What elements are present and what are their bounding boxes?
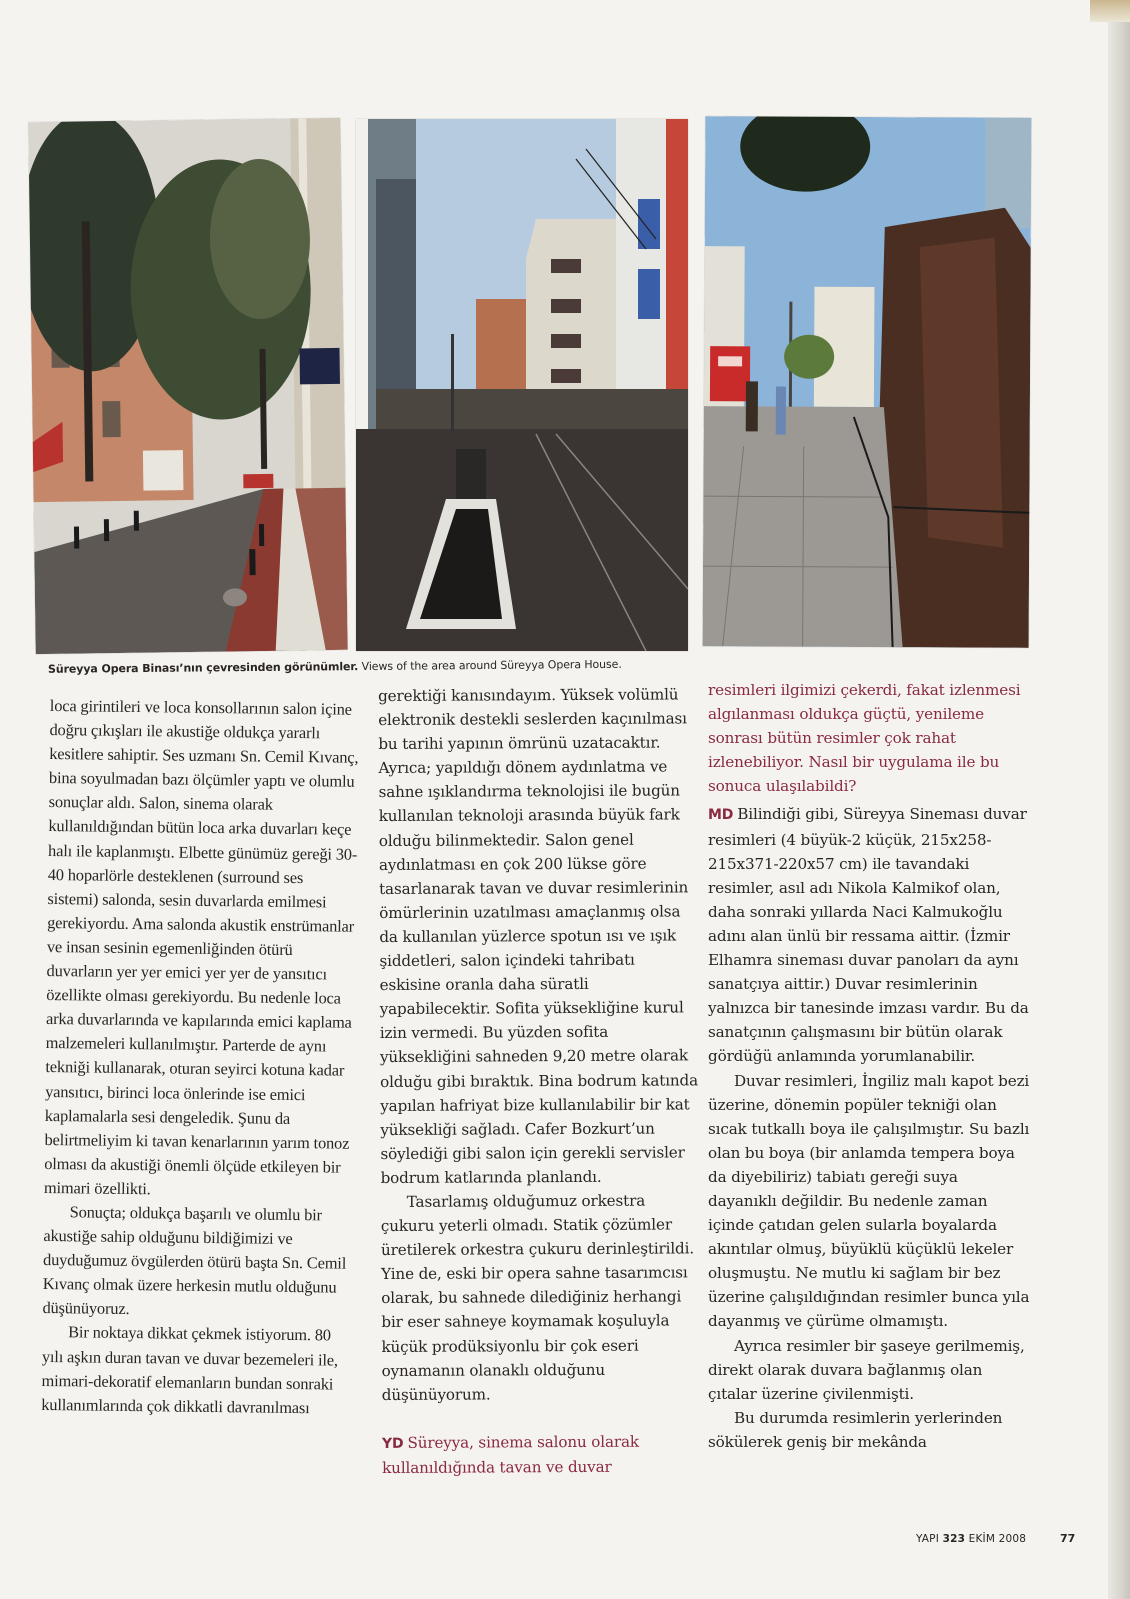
paragraph: Duvar resimleri, İngiliz malı kapot bezi üzerine, dönemin popüler tekniği olan sıcak tutkallı boya ile çalışılmıştır. Su bazlı olan bu boya (bir anlamda tempera boya da diyebiliriz) tabiatı gereği suya dayanıklı değildir. Bu nedenle zaman içinde çatıdan gelen sularla boyalarda akıntılar olmuş, büyüklü küçüklü lekeler oluşmuştu. Ne mutlu ki sağlam bir bez üzerine çalışıldığından resimler bunca yıla dayanmış ve çürüme olmamıştı. <box>708 1071 1030 1331</box>
photo-tree-lined-street <box>28 118 347 654</box>
caption-english: Views of the area around Süreyya Opera House. <box>361 657 622 674</box>
paragraph: Bu durumda resimlerin yerlerinden sökülerek geniş bir mekânda <box>708 1408 1003 1451</box>
paragraph: Ayrıca resimler bir şaseye gerilmemiş, direkt olarak duvara bağlanmış olan çıtalar üzerine çivilenmişti. <box>708 1336 1025 1403</box>
interview-answer <box>708 802 1030 1068</box>
street-photo-2-illustration <box>356 119 688 651</box>
paragraph: Bir noktaya dikkat çekmek istiyorum. 80 yılı aşkın duran tavan ve duvar bezemeleri ile, mimari-dekoratif elemanların bundan sonraki kullanımlarında çok dikkatli davranılması <box>41 1322 339 1417</box>
magazine-name: YAPI <box>916 1533 940 1545</box>
question-text-part-1: Süreyya, sinema salonu olarak kullanıldığında tavan ve duvar <box>382 1432 639 1477</box>
photo-tram-street <box>356 119 688 651</box>
spacer <box>382 1405 700 1431</box>
paragraph: Tasarlamış olduğumuz orkestra çukuru yeterli olmadı. Statik çözümler üretilerek orkestra çukuru derinleştirildi. Yine de, eski bir opera sahne tasarımcısı olarak, bu sahnede dilediğiniz herhangi bir eser sahneye koymamak koşuluyla küçük prodüksiyonlu bir çok eseri oynamanın olanaklı olduğunu düşünüyorum. <box>380 1191 695 1404</box>
street-photo-3-illustration <box>703 116 1032 648</box>
speaker-label-yd: YD <box>381 1435 404 1452</box>
interview-question <box>382 1429 700 1480</box>
speaker-label-md: MD <box>708 807 734 824</box>
question-text-part-2: resimleri ilgimizi çekerdi, fakat izlenmesi algılanması oldukça güçtü, yenileme sonrası bütün resimler çok rahat izlenebiliyor. Nasıl bir uygulama ile bu sonuca ulaşılabildi? <box>708 681 1021 796</box>
paragraph: gerektiği kanısındayım. Yüksek volümlü elektronik destekli seslerden kaçınılması bu tarihi yapının ömrünü uzatacaktır. Ayrıca; yapıldığı dönem aydınlatma ve sahne ışıklandırma teknolojisi ile bugün kullanılan teknoloji arasında büyük fark olduğu bilinmektedir. Salon genel aydınlatması en çok 200 lükse göre tasarlanarak tavan ve duvar resimlerinin ömürlerinin uzatılması amaçlanmış olsa da kullanılan yüzlerce spotun ısı ve ışık şiddetleri, salon içindeki tahribatı eskisine oranla daha süratli yapabilecektir. Sofita yüksekliğine kurul izin vermedi. Bu yüzden sofita yüksekliğini sahneden 9,20 metre olarak olduğu gibi bıraktık. Bina bodrum katında yapılan hafriyat bize kullanılabilir bir kat yüksekliği sağladı. Cafer Bozkurt’un söylediği gibi salon için gerekli servisler bodrum katlarında planlandı. <box>378 685 699 1187</box>
text-column-3 <box>708 678 1030 1454</box>
photo-caption <box>48 657 688 676</box>
caption-turkish: Süreyya Opera Binası’nın çevresinden görünümler. <box>47 660 359 676</box>
page-edge <box>1108 0 1130 1599</box>
page-edge-corner <box>1090 0 1130 22</box>
text-column-1 <box>41 694 360 1421</box>
text-column-2 <box>378 682 700 1480</box>
page-footer <box>916 1533 1026 1545</box>
street-photo-1-illustration <box>28 118 347 654</box>
issue-date: EKİM 2008 <box>968 1533 1027 1545</box>
paragraph: loca girintileri ve loca konsollarının salon içine doğru çıkışları ile akustiğe oldukça yararlı kesitlere sahiptir. Ses uzmanı Sn. Cemil Kıvanç, bina soyulmadan bazı ölçümler yaptı ve olumlu sonuçlar aldı. Salon, sinema olarak kullanıldığından bütün loca arka duvarları keçe halı ile kaplanmıştı. Elbette günümüz gereği 30-40 hoparlörle desteklenen (surround ses sistemi) salonda, sesin duvarlarda emilmesi gerekiyordu. Ama salonda akustik enstrümanlar ve insan sesinin egemenliğinden ötürü duvarların yer yer emici yer yer de yansıtıcı özellikte olması gerekiyordu. Bu nedenle loca arka duvarlarında ve kapılarında emici kaplama malzemeleri kullanılmıştır. Parterde de aynı tekniği kullanarak, oturan seyirci kotuna kadar yansıtıcı, birinci loca önlerinde ise emici kaplamalarla sesi dengeledik. Şunu da belirtmeliyim ki tavan kenarlarının yarım tonoz olması da akustiği önemli ölçüde etkileyen bir mimari özellikti. <box>43 695 359 1199</box>
paragraph: Sonuçta; oldukça başarılı ve olumlu bir akustiğe sahip olduğunu bildiğimizi ve duyduğumuz övgülerden ötürü başta Sn. Cemil Kıvanç olmak üzere herkesin mutlu olduğunu düşünüyoruz. <box>42 1202 347 1319</box>
photo-ancient-wall-sidewalk <box>703 116 1032 648</box>
answer-text: Bilindiği gibi, Süreyya Sineması duvar resimleri (4 büyük-2 küçük, 215x258-215x371-220x57 cm) ile tavandaki resimler, asıl adı Nikola Kalmikof olan, daha sonraki yıllarda Naci Kalmukoğlu adını alan ünlü bir ressama aittir. (İzmir Elhamra sineması duvar panoları da aynı sanatçıya aittir.) Duvar resimlerinin yalnızca bir tanesinde imzası vardır. Bu da sanatçının çalışmasını bir bütün olarak gördüğü anlamında yorumlanabilir. <box>708 805 1029 1066</box>
issue-number: 323 <box>942 1533 966 1545</box>
page-number: 77 <box>1060 1532 1076 1545</box>
